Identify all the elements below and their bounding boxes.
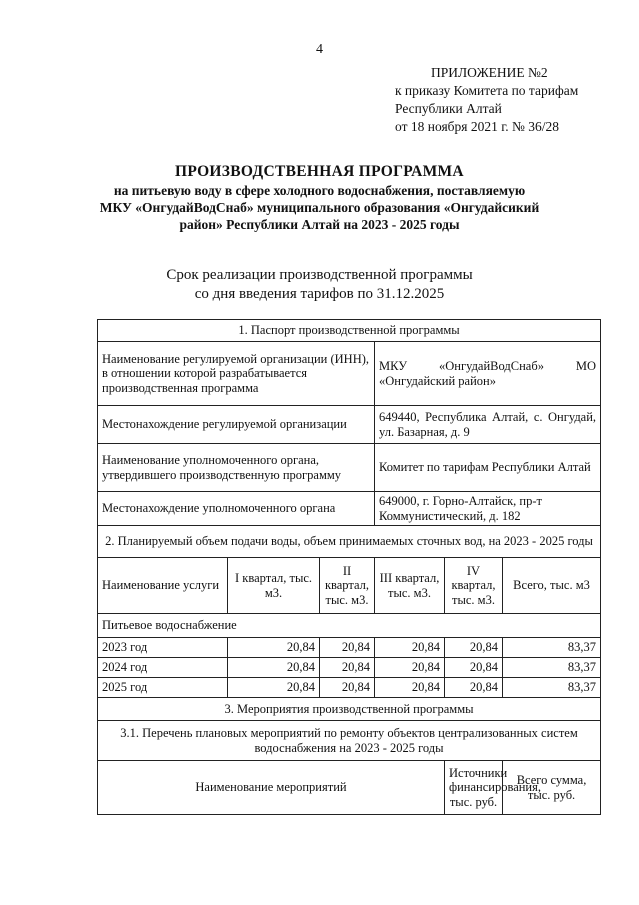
- title-line: МКУ «ОнгудайВодСнаб» муниципального образования «Онгудайсикий: [99, 200, 540, 215]
- column-header: III квартал, тыс. м3.: [375, 558, 445, 614]
- total-cell: 83,37: [503, 678, 601, 698]
- value-cell: 20,84: [445, 638, 503, 658]
- passport-value: 649000, г. Горно-Алтайск, пр-т Коммунистический, д. 182: [375, 492, 601, 526]
- column-header: Наименование мероприятий: [98, 761, 445, 815]
- title-line: на питьевую воду в сфере холодного водоснабжения, поставляемую: [113, 183, 526, 198]
- value-cell: 20,84: [228, 638, 320, 658]
- section3-header: 3. Мероприятия производственной программы: [98, 698, 601, 721]
- appendix-line: от 18 ноября 2021 г. № 36/28: [395, 119, 559, 134]
- value-cell: 20,84: [375, 638, 445, 658]
- value-cell: 20,84: [375, 658, 445, 678]
- term-line: со дня введения тарифов по 31.12.2025: [194, 286, 445, 302]
- value-cell: 20,84: [320, 638, 375, 658]
- appendix-block: [395, 64, 578, 136]
- passport-value: 649440, Республика Алтай, с. Онгудай, ул. Базарная, д. 9: [375, 406, 601, 444]
- year-cell: 2023 год: [98, 638, 228, 658]
- service-subheader: Питьевое водоснабжение: [98, 614, 601, 638]
- passport-label: Местонахождение уполномоченного органа: [98, 492, 375, 526]
- value-cell: 20,84: [445, 678, 503, 698]
- appendix-line: Республики Алтай: [395, 101, 502, 116]
- title-main: ПРОИЗВОДСТВЕННАЯ ПРОГРАММА: [175, 163, 464, 180]
- title-line: район» Республики Алтай на 2023 - 2025 годы: [179, 217, 460, 232]
- passport-label: Наименование регулируемой организации (ИНН), в отношении которой разрабатывается производственная программа: [98, 342, 375, 406]
- column-header: II квартал, тыс. м3.: [320, 558, 375, 614]
- term-line: Срок реализации производственной программы: [166, 267, 473, 283]
- total-cell: 83,37: [503, 638, 601, 658]
- value-cell: 20,84: [228, 658, 320, 678]
- passport-value: Комитет по тарифам Республики Алтай: [375, 444, 601, 492]
- table-row: [98, 658, 601, 678]
- page-number: 4: [316, 42, 323, 57]
- program-term: [0, 266, 639, 304]
- column-header: Всего, тыс. м3: [503, 558, 601, 614]
- value-cell: 20,84: [445, 658, 503, 678]
- passport-label: Наименование уполномоченного органа, утвердившего производственную программу: [98, 444, 375, 492]
- value-cell: 20,84: [320, 678, 375, 698]
- column-header: Источники финансирования, тыс. руб.: [445, 761, 503, 815]
- column-header: Наименование услуги: [98, 558, 228, 614]
- column-header: IV квартал, тыс. м3.: [445, 558, 503, 614]
- passport-value: МКУ «ОнгудайВодСнаб» МО «Онгудайский район»: [375, 342, 601, 406]
- document-title: [0, 162, 639, 233]
- table-row: [98, 638, 601, 658]
- column-header: I квартал, тыс. м3.: [228, 558, 320, 614]
- value-cell: 20,84: [375, 678, 445, 698]
- section2-header: 2. Планируемый объем подачи воды, объем принимаемых сточных вод, на 2023 - 2025 годы: [98, 526, 601, 558]
- value-cell: 20,84: [228, 678, 320, 698]
- appendix-title: ПРИЛОЖЕНИЕ №2: [431, 65, 548, 80]
- section3-subheader: 3.1. Перечень плановых мероприятий по ремонту объектов централизованных систем водоснабжения на 2023 - 2025 годы: [98, 721, 601, 761]
- appendix-line: к приказу Комитета по тарифам: [395, 83, 579, 98]
- program-table: [97, 319, 601, 815]
- table-row: [98, 678, 601, 698]
- passport-label: Местонахождение регулируемой организации: [98, 406, 375, 444]
- section1-header: 1. Паспорт производственной программы: [98, 320, 601, 342]
- total-cell: 83,37: [503, 658, 601, 678]
- column-header: Всего сумма, тыс. руб.: [503, 761, 601, 815]
- value-cell: 20,84: [320, 658, 375, 678]
- year-cell: 2024 год: [98, 658, 228, 678]
- year-cell: 2025 год: [98, 678, 228, 698]
